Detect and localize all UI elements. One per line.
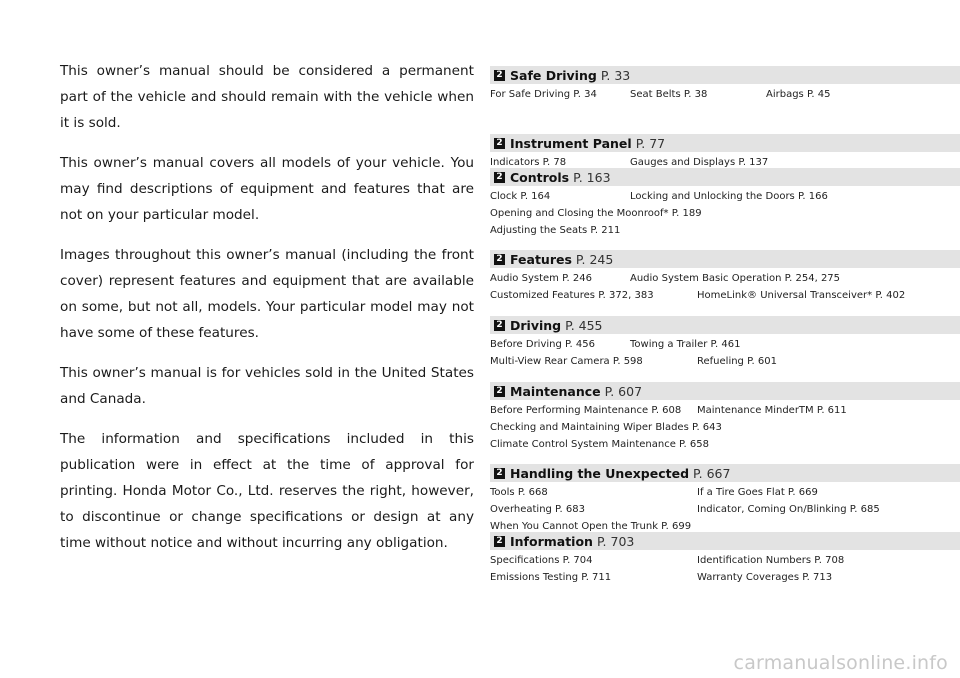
toc-row (490, 270, 960, 287)
reference-arrow-icon: 2 (494, 468, 505, 479)
toc-section-page: P. 703 (596, 533, 635, 549)
toc-row (490, 419, 960, 436)
toc-section-title: Safe Driving (510, 67, 597, 83)
toc-row (490, 484, 960, 501)
intro-paragraph: The information and specifications included in this publication were in effect at the time of approval for printing. Honda Motor Co., Ltd. reserves the right, however, to discontinue or change specifications or design at any time without notice and without incurring any obligation. (60, 431, 474, 551)
toc-entry-link[interactable]: Indicator, Coming On/Blinking P. 685 (697, 504, 880, 515)
toc-row (490, 205, 960, 222)
toc-entry-link[interactable]: For Safe Driving P. 34 (490, 89, 597, 100)
toc-entry-link[interactable]: Audio System Basic Operation P. 254, 275 (630, 273, 841, 284)
toc-row (490, 569, 960, 586)
toc-section-title: Information (510, 533, 593, 549)
toc-section (490, 168, 960, 239)
toc-entry-link[interactable]: Airbags P. 45 (766, 89, 831, 100)
toc-entry-link[interactable]: Locking and Unlocking the Doors P. 166 (630, 191, 828, 202)
toc-row (490, 287, 960, 304)
toc-section-page: P. 667 (693, 465, 731, 481)
toc-section (490, 316, 960, 370)
toc-entry-link[interactable]: Refueling P. 601 (697, 356, 777, 367)
toc-entry-link[interactable]: Climate Control System Maintenance P. 658 (490, 439, 709, 450)
toc-entry-link[interactable]: Emissions Testing P. 711 (490, 572, 612, 583)
reference-arrow-icon: 2 (494, 320, 505, 331)
toc-section (490, 250, 960, 304)
toc-entry-link[interactable]: Customized Features P. 372, 383 (490, 290, 654, 301)
toc-entry-link[interactable]: Adjusting the Seats P. 211 (490, 225, 621, 236)
toc-entry-link[interactable]: Warranty Coverages P. 713 (697, 572, 833, 583)
toc-entry-link[interactable]: Maintenance MinderTM P. 611 (697, 405, 847, 416)
toc-row (490, 353, 960, 370)
toc-entry-link[interactable]: Seat Belts P. 38 (630, 89, 708, 100)
toc-section-title: Handling the Unexpected (510, 465, 690, 481)
toc-entry-link[interactable]: Tools P. 668 (490, 487, 548, 498)
toc-entry-link[interactable]: Overheating P. 683 (490, 504, 585, 515)
toc-section-header[interactable] (490, 250, 960, 268)
toc-section-header[interactable] (490, 532, 960, 550)
toc-entry-link[interactable]: When You Cannot Open the Trunk P. 699 (490, 521, 692, 532)
toc-entry-link[interactable]: Audio System P. 246 (490, 273, 592, 284)
watermark: carmanualsonline.info (733, 652, 948, 674)
toc-row (490, 402, 960, 419)
reference-arrow-icon: 2 (494, 172, 505, 183)
toc-section-header[interactable] (490, 382, 960, 400)
toc-section (490, 382, 960, 453)
toc-section-page: P. 163 (573, 169, 611, 185)
toc-entry-link[interactable]: Clock P. 164 (490, 191, 551, 202)
toc-entry-link[interactable]: Gauges and Displays P. 137 (630, 157, 769, 168)
toc-row (490, 222, 960, 239)
toc-section (490, 464, 960, 535)
toc-entry-link[interactable]: Checking and Maintaining Wiper Blades P. 643 (490, 422, 722, 433)
toc-section-header[interactable] (490, 316, 960, 334)
toc-row (490, 552, 960, 569)
toc-entry-link[interactable]: Indicators P. 78 (490, 157, 567, 168)
toc-section-header[interactable] (490, 66, 960, 84)
toc-row (490, 436, 960, 453)
toc-entry-link[interactable]: Multi-View Rear Camera P. 598 (490, 356, 643, 367)
toc-entry-link[interactable]: Towing a Trailer P. 461 (630, 339, 741, 350)
intro-paragraph: This owner’s manual covers all models of your vehicle. You may find descriptions of equipment and features that are not on your particular model. (60, 155, 474, 223)
toc-row (490, 188, 960, 205)
toc-section (490, 134, 960, 171)
intro-text (60, 58, 474, 570)
toc-section-header[interactable] (490, 168, 960, 186)
reference-arrow-icon: 2 (494, 536, 505, 547)
toc-entry-link[interactable]: If a Tire Goes Flat P. 669 (697, 487, 818, 498)
reference-arrow-icon: 2 (494, 254, 505, 265)
toc-section-header[interactable] (490, 134, 960, 152)
toc-entry-link[interactable]: Before Performing Maintenance P. 608 (490, 405, 682, 416)
toc-section (490, 532, 960, 586)
toc-section-page: P. 455 (565, 317, 603, 333)
toc-section-title: Driving (510, 317, 562, 333)
toc-row (490, 86, 960, 103)
intro-paragraph: Images throughout this owner’s manual (including the front cover) represent features and equipment that are available on some, but not all, models. Your particular model may not have some of these features. (60, 247, 474, 341)
intro-paragraph: This owner’s manual should be considered a permanent part of the vehicle and should remain with the vehicle when it is sold. (60, 63, 474, 131)
toc-section-title: Features (510, 251, 572, 267)
toc-section-header[interactable] (490, 464, 960, 482)
intro-paragraph: This owner’s manual is for vehicles sold in the United States and Canada. (60, 365, 474, 407)
toc-section-page: P. 245 (575, 251, 614, 267)
toc-entry-link[interactable]: Specifications P. 704 (490, 555, 593, 566)
toc-entry-link[interactable]: Before Driving P. 456 (490, 339, 595, 350)
reference-arrow-icon: 2 (494, 138, 505, 149)
toc-entry-link[interactable]: Opening and Closing the Moonroof* P. 189 (490, 208, 702, 219)
toc-row (490, 501, 960, 518)
reference-arrow-icon: 2 (494, 386, 505, 397)
toc-section-page: P. 33 (600, 67, 631, 83)
toc-entry-link[interactable]: HomeLink® Universal Transceiver* P. 402 (697, 290, 906, 301)
toc-section-page: P. 607 (604, 383, 643, 399)
toc-section-title: Controls (510, 169, 570, 185)
toc-row (490, 336, 960, 353)
toc-section-title: Maintenance (510, 383, 601, 399)
toc-section (490, 66, 960, 103)
toc-section-title: Instrument Panel (510, 135, 632, 151)
reference-arrow-icon: 2 (494, 70, 505, 81)
toc-entry-link[interactable]: Identification Numbers P. 708 (697, 555, 845, 566)
toc-section-page: P. 77 (635, 135, 666, 151)
